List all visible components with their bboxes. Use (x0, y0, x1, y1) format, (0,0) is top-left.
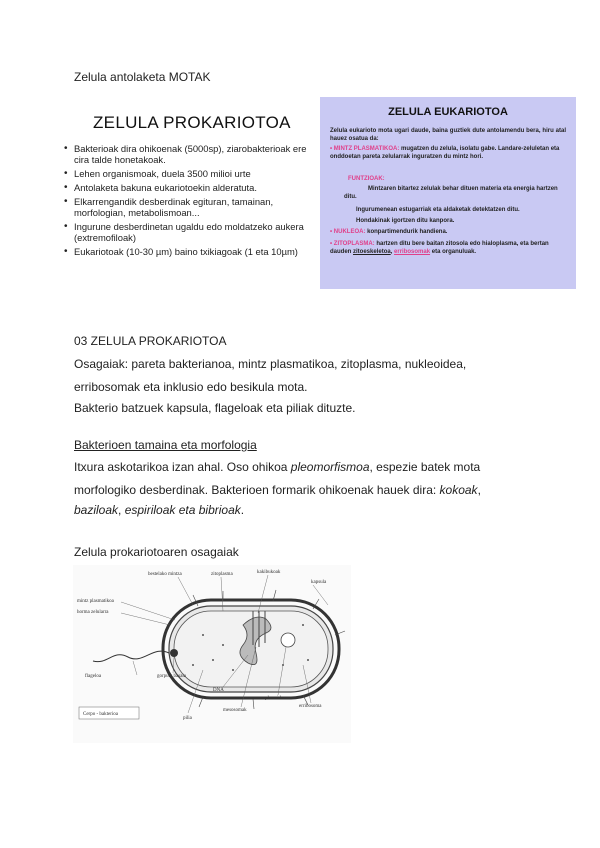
zito-text: hartzen ditu bere baitan zitosola edo hialoplasma, eta bertan dauden (330, 241, 549, 255)
label-horma: horma zelularra (77, 610, 109, 615)
morphology-title: Bakterioen tamaina eta morfologia (74, 438, 257, 452)
label-mesosoma: mesosomak (223, 708, 247, 713)
eukaryote-intro: Zelula eukarioto mota ugari daude, baina guztiek dute antolamendu bera, hiru atal hauez osatua da: (330, 128, 566, 142)
label-dna: DNA (213, 688, 224, 693)
funtzio-item: Ingurumenean estugarriak eta aldaketak detektatzen ditu. (356, 207, 520, 213)
bullet-item: • Eukariotoak (10-30 µm) baino txikiagoak (1 eta 10µm) (74, 246, 319, 257)
text-span: morfologiko desberdinak. Bakterioen formarik ohikoenak hauek dira: (74, 483, 440, 497)
label-gorputz: gorputz basala (157, 674, 187, 679)
text-span: espiriloak eta bibrioak (124, 503, 241, 517)
funtzio-item: Hondakinak igortzen ditu kanpora. (356, 218, 455, 224)
eukaryote-nukleoa: • NUKLEOA: konpartimendurik handiena. (330, 229, 448, 235)
bacterial-cell-diagram (73, 565, 351, 743)
zito-label: ZITOPLASMA: (333, 241, 375, 247)
text-span: , (118, 503, 125, 517)
text-span: , espezie batek mota (369, 460, 481, 474)
label-flageloa: flageloa (85, 674, 102, 679)
zito-tail: eta organuluak. (431, 248, 477, 255)
label-kapsula: kapsula (311, 580, 327, 585)
label-erribo: erribosoma (299, 704, 322, 709)
prokaryote-slide (60, 105, 315, 290)
morphology-line (74, 499, 244, 522)
cell-svg (73, 565, 351, 743)
mintz-text: mugatzen du zelula, isolatu gabe. Landare-zeluletan eta onddoetan pareta zelularrak inguratzen du mintz hori. (330, 146, 560, 160)
text-span: baziloak (74, 503, 119, 517)
nukleoa-label: NUKLEOA: (333, 229, 366, 235)
prokaryote-slide-title: ZELULA PROKARIOTOA (93, 113, 291, 132)
parts-heading: Zelula prokariotoaren osagaiak (74, 545, 239, 559)
eukaryote-mintz: • MINTZ PLASMATIKOA: mugatzen du zelula, isolatu gabe. Landare-zeluletan eta onddoetan pareta zelularrak inguratzen du mintz hori. (330, 146, 560, 160)
bullet-item: • Lehen organismoak, duela 3500 milioi urte (74, 168, 319, 179)
bullet-item: • Antolaketa bakuna eukariotoekin alderatuta. (74, 182, 319, 193)
bullet-item: • Elkarrengandik desberdinak egituran, tamainan, morfologian, metabolismoan... (74, 196, 319, 218)
eukaryote-slide (320, 97, 576, 289)
label-zitoplasma: zitoplasma (211, 572, 233, 577)
label-plasmidoa: plasmidoa (265, 696, 286, 701)
section-03-line: Osagaiak: pareta bakterianoa, mintz plasmatikoa, zitoplasma, nukleoidea, (74, 357, 467, 371)
plasmid-shape (281, 633, 295, 647)
text-span: . (240, 503, 245, 517)
erribosomak-link: erribosomak (394, 248, 431, 255)
label-kaki: kakibukoak (257, 570, 281, 575)
section-03-title: 03 ZELULA PROKARIOTOA (74, 334, 227, 348)
label-pilia: pilia (183, 716, 192, 721)
diagram-caption: Cerpo - bakterioa (83, 712, 118, 717)
text-span: Itxura askotarikoa izan ahal. Oso ohikoa (74, 460, 291, 474)
morphology-line (74, 456, 480, 479)
section-03-line: Bakterio batzuek kapsula, flageloak eta piliak dituzte. (74, 401, 356, 415)
text-span: , (477, 483, 481, 497)
bullet-item: • Ingurune desberdinetan ugaldu edo moldatzeko aukera (extremofiloak) (74, 221, 319, 243)
nukleoa-text: konpartimendurik handiena. (367, 229, 448, 235)
eukaryote-slide-title: ZELULA EUKARIOTOA (388, 106, 508, 118)
section-03-line: erribosomak eta inklusio edo besikula mota. (74, 380, 308, 394)
eukaryote-zitoplasma: • ZITOPLASMA: hartzen ditu bere baitan zitosola edo hialoplasma, eta bertan dauden zitoeskeletoa, erribosomak eta organuluak. (330, 241, 549, 255)
funtzioak-label: FUNTZIOAK: (348, 176, 385, 182)
text-span: kokoak (439, 483, 478, 497)
funtzio-item: Mintzaren bitartez zelulak behar dituen materia eta energia hartzen ditu. (344, 186, 558, 200)
prokaryote-bullet-list (60, 143, 319, 260)
bullet-item: • Bakterioak dira ohikoenak (5000sp), ziarobakterioak ere cira talde honetakoak. (74, 143, 319, 165)
text-span: pleomorfismoa (290, 460, 370, 474)
page-heading: Zelula antolaketa MOTAK (74, 70, 211, 84)
flagellum-path (93, 651, 169, 662)
label-bestelako: bestelako mintza (148, 572, 182, 577)
label-mintz: mintz plasmatikoa (77, 599, 114, 604)
basal-body (170, 649, 178, 657)
mintz-label: MINTZ PLASMATIKOA: (333, 146, 400, 152)
zitoeskeletoa-link: zitoeskeletoa (353, 248, 391, 255)
